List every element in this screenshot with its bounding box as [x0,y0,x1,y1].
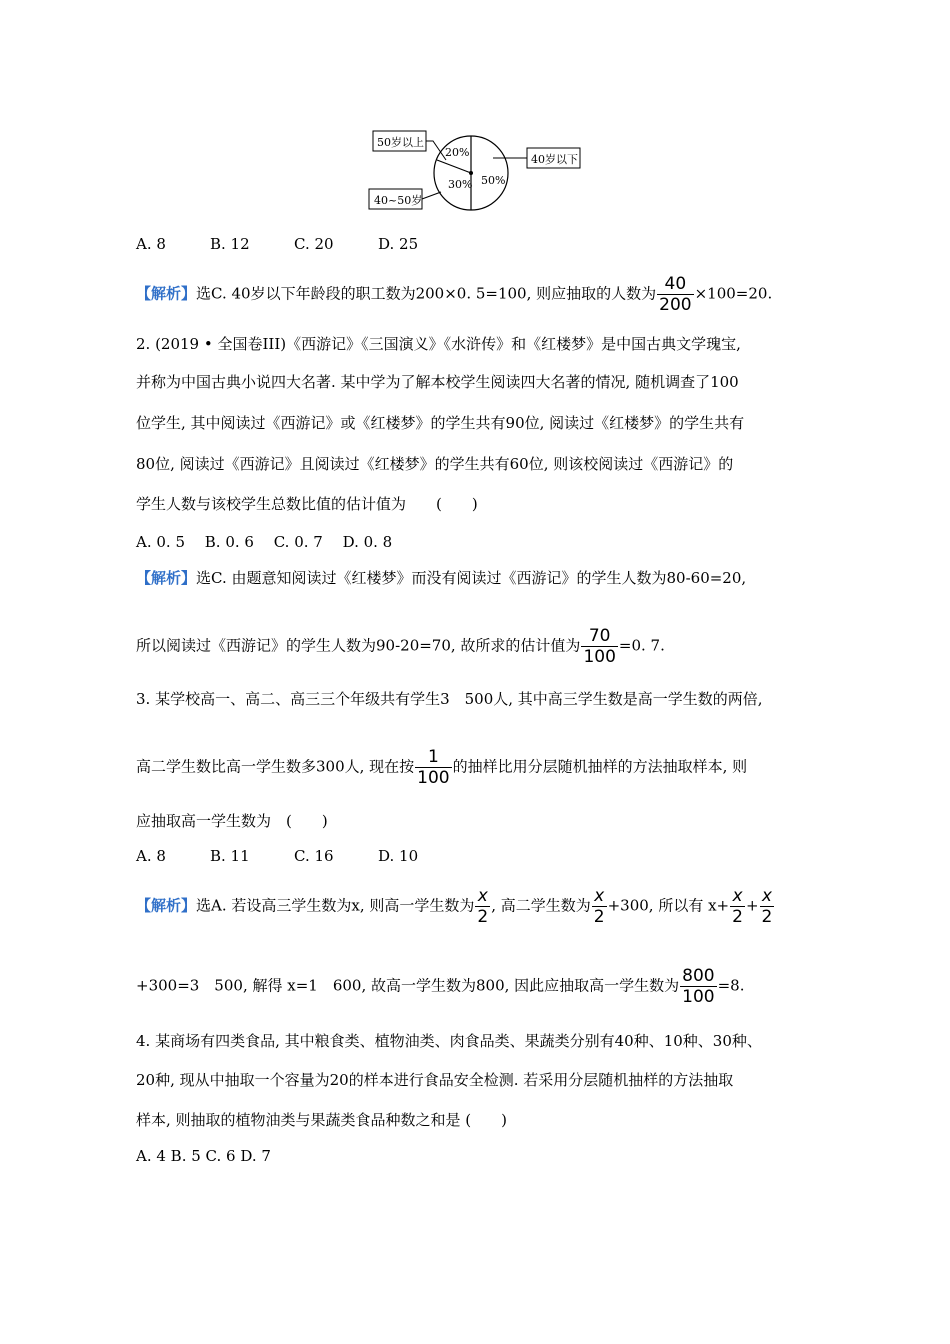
analysis-text: 选A. 若设高三学生数为x, 则高一学生数为 [196,896,475,915]
fraction-denominator: 100 [583,647,616,667]
fraction-denominator: 100 [417,768,450,788]
q1-option-c[interactable]: C. 20 [294,235,334,253]
fraction-numerator [730,886,745,907]
q2-line-3: 位学生, 其中阅读过《西游记》或《红楼梦》的学生共有90位, 阅读过《红楼梦》的学生共有 [136,414,745,432]
callout-range: 40~50岁 [374,194,423,207]
fraction-x-over-2 [475,886,490,927]
analysis-tag: 【解析】 [136,896,197,915]
q1-option-d[interactable]: D. 25 [378,235,419,253]
q3-options [136,846,418,866]
analysis-tag: 【解析】 [136,569,197,587]
var-x: x [594,886,605,906]
q3-option-b[interactable]: B. 11 [210,847,250,865]
q3-option-a[interactable]: A. 8 [136,847,166,865]
fraction [415,747,451,788]
fraction [680,966,716,1007]
pie-center [469,171,473,175]
q3-text: 高二学生数比高一学生数多300人, 现在按 [136,757,415,776]
q4-line-1: 4. 某商场有四类食品, 其中粮食类、植物油类、肉食品类、果蔬类分别有40种、10种、30种、 [136,1032,762,1050]
q2-line-2: 并称为中国古典小说四大名著. 某中学为了解本校学生阅读四大名著的情况, 随机调查了100 [136,373,739,391]
slice-label-50: 50% [481,174,506,187]
q2-line-4: 80位, 阅读过《西游记》且阅读过《红楼梦》的学生共有60位, 则该校阅读过《西游记》的 [136,455,734,473]
q3-line-3: 应抽取高一学生数为 ( ) [136,812,328,830]
analysis-tail: =8. [717,976,745,995]
q4-options: A. 4 B. 5 C. 6 D. 7 [136,1147,271,1165]
q3-option-c[interactable]: C. 16 [294,847,334,865]
analysis-text: +300, 所以有 x+ [607,896,730,915]
q1-option-a[interactable]: A. 8 [136,235,166,253]
fraction-denominator: 2 [732,907,743,927]
q2-options: A. 0. 5 B. 0. 6 C. 0. 7 D. 0. 8 [136,533,393,551]
var-x: x [761,886,772,906]
analysis-tail: =0. 7. [618,636,665,655]
fraction-denominator: 2 [761,907,773,927]
slice-label-20: 20% [445,146,470,159]
fraction-numerator: 800 [682,966,715,986]
analysis-text: 选C. 40岁以下年龄段的职工数为200×0. 5=100, 则应抽取的人数为 [196,284,657,303]
q4-line-3: 样本, 则抽取的植物油类与果蔬类食品种数之和是 ( ) [136,1111,508,1129]
fraction-x-over-2 [760,886,775,927]
fraction-numerator [760,886,775,907]
q1-analysis [136,274,772,315]
q1-options [136,234,418,254]
fraction-numerator [475,886,490,907]
q3-line-2 [136,747,747,788]
fraction-x-over-2 [592,886,607,927]
plus-sign: + [745,896,759,915]
analysis-text: , 高二学生数为 [491,896,591,915]
analysis-text: +300=3 500, 解得 x=1 600, 故高一学生数为800, 因此应抽取高一学生数为 [136,976,680,995]
q2-line-5: 学生人数与该校学生总数比值的估计值为 ( ) [136,495,478,513]
pie-divider-left [437,160,471,173]
slice-label-30: 30% [448,178,473,191]
callout-under40: 40岁以下 [531,153,578,166]
analysis-tail: ×100=20. [694,284,773,303]
fraction-denominator: 2 [477,907,489,927]
fraction-denominator: 200 [659,295,692,315]
q2-analysis-1 [136,568,746,588]
pie-chart [369,131,580,210]
q3-line-1: 3. 某学校高一、高二、高三三个年级共有学生3 500人, 其中高三学生数是高一学生数的两倍, [136,690,763,708]
q2-line-1: 2. (2019 • 全国卷III)《西游记》《三国演义》《水浒传》和《红楼梦》是中国古典文学瑰宝, [136,335,741,353]
q3-analysis-1 [136,886,775,927]
fraction [581,626,617,667]
analysis-text: 选C. 由题意知阅读过《红楼梦》而没有阅读过《西游记》的学生人数为80-60=20, [196,569,747,587]
q3-text: 的抽样比用分层随机抽样的方法抽取样本, 则 [452,757,748,776]
fraction-numerator: 1 [415,747,451,768]
fraction [657,274,693,315]
q3-analysis-2 [136,966,745,1007]
q3-option-d[interactable]: D. 10 [378,847,419,865]
fraction-numerator: 40 [657,274,693,295]
analysis-text: 所以阅读过《西游记》的学生人数为90-20=70, 故所求的估计值为 [136,636,581,655]
q4-line-2: 20种, 现从中抽取一个容量为20的样本进行食品安全检测. 若采用分层随机抽样的方法抽取 [136,1071,734,1089]
fraction-denominator: 2 [593,907,605,927]
callout-line-over50 [426,141,446,160]
q2-analysis-2 [136,626,665,667]
callout-line-range [422,192,441,199]
fraction-numerator: 70 [581,626,617,647]
fraction-numerator [592,886,607,907]
fraction-denominator: 100 [682,987,715,1007]
var-x: x [477,886,488,906]
fraction-x-over-2 [730,886,745,927]
analysis-tag: 【解析】 [136,284,197,303]
q1-option-b[interactable]: B. 12 [210,235,250,253]
var-x: x [732,886,743,906]
callout-over50: 50岁以上 [377,136,424,149]
